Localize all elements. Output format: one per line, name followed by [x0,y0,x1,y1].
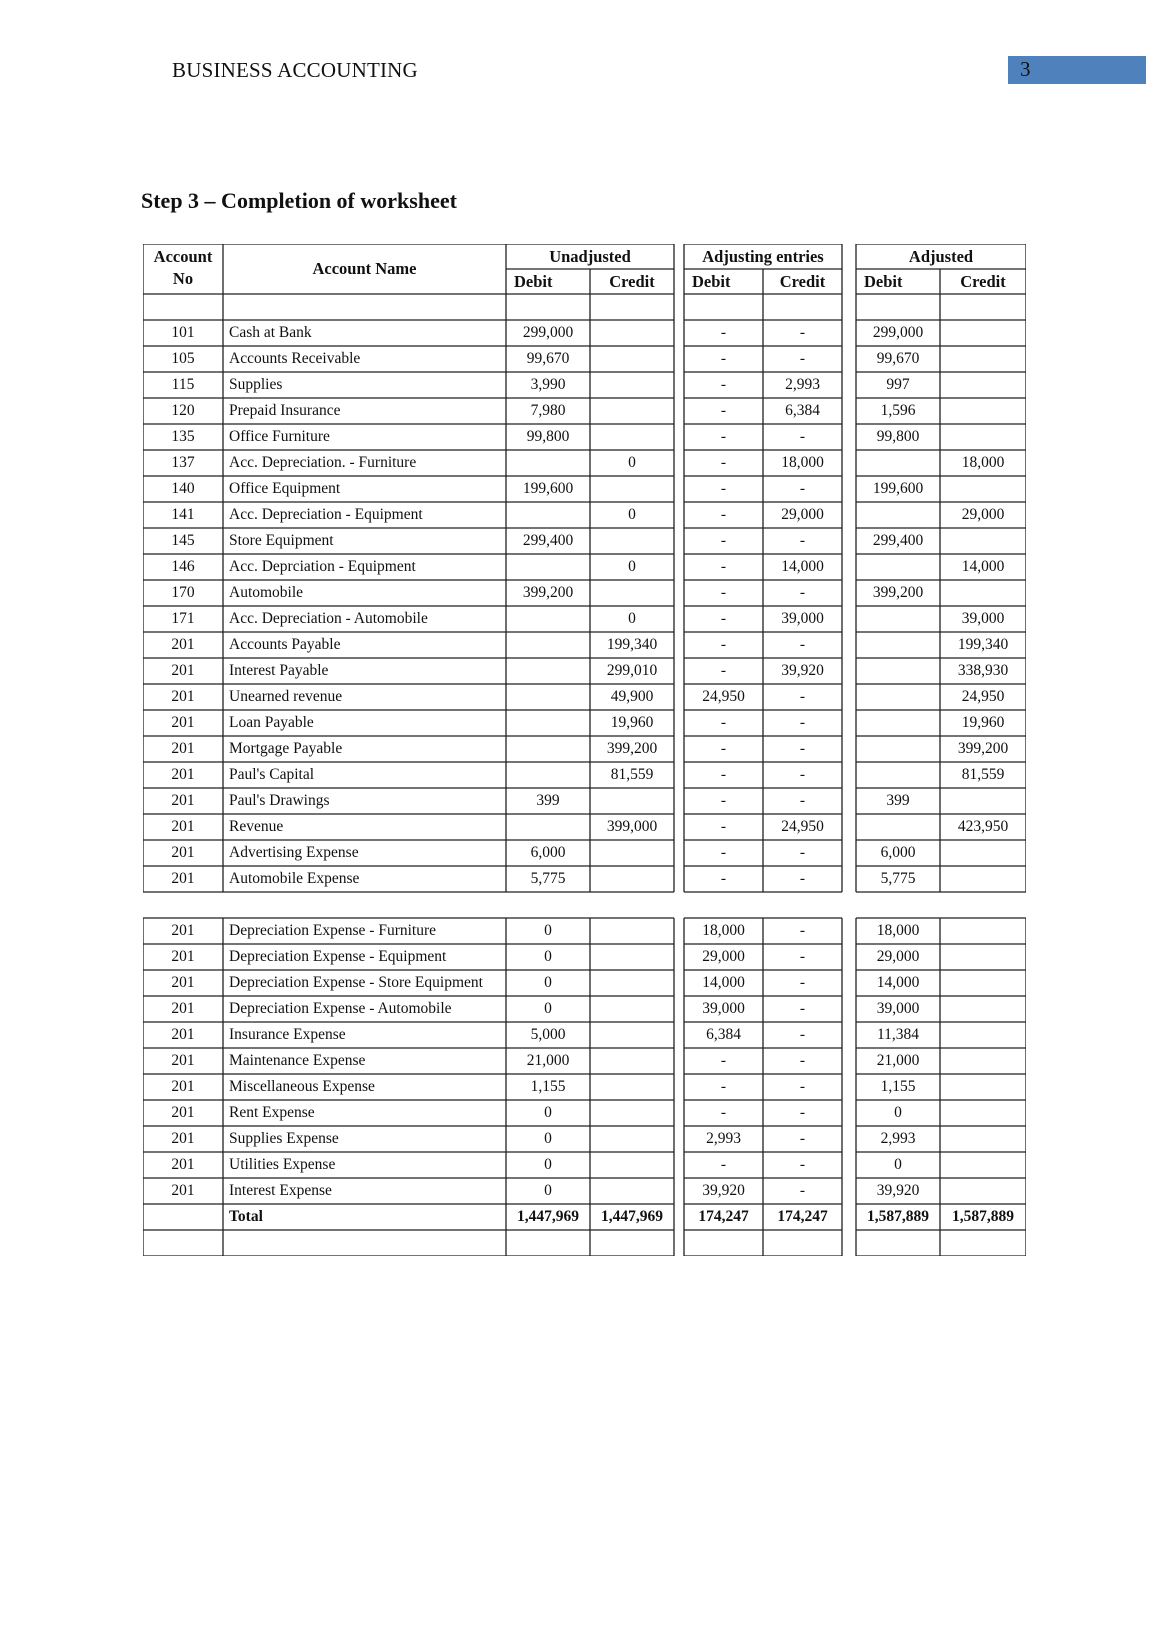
section2-row-6-adjusted-credit [940,1048,1026,1074]
section1-row-12-account-name: Acc. Depreciation - Automobile [229,610,428,627]
section1-row-14-adjusting-debit: - [720,662,727,679]
header-account-no-line1: Account [153,247,213,266]
section1-row-9-account-name: Store Equipment [229,532,334,549]
section1-row-15-adjusted-debit [856,684,940,710]
section2-row-10-account-name: Utilities Expense [229,1156,336,1173]
section1-row-5-adjusting-credit: - [799,428,806,445]
section2-row-7-adjusting-debit: - [720,1078,727,1095]
section1-row-21-adjusting-debit: - [720,844,727,861]
section1-row-1-unadjusted-credit [590,320,674,346]
header-account-name: Account Name [312,259,417,278]
section2-row-4-unadjusted-debit: 0 [544,1000,552,1017]
section1-row-7-unadjusted-debit: 199,600 [522,480,574,497]
header-account-no-line2: No [172,269,194,288]
section1-row-21-adjusting-credit: - [799,844,806,861]
section1-row-17-adjusting-debit: - [720,740,727,757]
total-row-adjusted-credit: 1,587,889 [952,1208,1014,1225]
section2-row-3-account-name: Depreciation Expense - Store Equipment [229,974,483,991]
section1-row-17-unadjusted-debit [506,736,590,762]
section1-row-5-adjusting-debit: - [720,428,727,445]
section1-row-4-account-no: 120 [171,402,195,419]
section2-row-3-account-no: 201 [171,974,195,991]
section2-row-5-adjusting-credit: - [799,1026,806,1043]
section1-row-7-adjusted-credit [940,476,1026,502]
section1-row-3-unadjusted-credit [590,372,674,398]
section2-row-5-adjusting-debit: 6,384 [706,1026,741,1043]
section1-row-9-adjusted-credit [940,528,1026,554]
header-unadjusted-debit: Debit [514,272,553,291]
section1-row-6-account-name: Acc. Depreciation. - Furniture [229,454,417,471]
section2-row-2-unadjusted-credit [590,944,674,970]
section1-row-22-unadjusted-credit [590,866,674,892]
section1-row-15-unadjusted-credit: 49,900 [610,688,654,705]
section1-row-11-account-no: 170 [171,584,195,601]
section1-row-22-adjusted-debit: 5,775 [880,870,916,887]
section1-row-15-adjusting-debit: 24,950 [702,688,745,705]
section1-row-11-adjusting-credit: - [799,584,806,601]
section2-row-9-unadjusted-credit [590,1126,674,1152]
section1-row-13-adjusting-credit: - [799,636,806,653]
section1-row-22-adjusting-debit: - [720,870,727,887]
section2-row-10-adjusted-credit [940,1152,1026,1178]
section1-row-8-adjusted-credit: 29,000 [961,506,1005,523]
section1-row-19-adjusted-debit: 399 [886,792,910,809]
section2-row-6-unadjusted-debit: 21,000 [526,1052,570,1069]
section1-row-4-account-name: Prepaid Insurance [229,402,341,419]
section2-row-9-unadjusted-debit: 0 [544,1130,552,1147]
section1-row-2-account-no: 105 [171,350,195,367]
section1-row-18-adjusted-credit: 81,559 [961,766,1005,783]
section1-row-8-account-name: Acc. Depreciation - Equipment [229,506,423,523]
section1-row-21-adjusted-debit: 6,000 [880,844,916,861]
section1-row-13-unadjusted-debit [506,632,590,658]
section2-row-11-unadjusted-credit [590,1178,674,1204]
section2-row-2-adjusting-credit: - [799,948,806,965]
section1-row-21-account-no: 201 [171,844,195,861]
section1-row-2-account-name: Accounts Receivable [229,350,361,367]
section1-row-13-adjusted-debit [856,632,940,658]
section1-row-21-adjusted-credit [940,840,1026,866]
section1-row-20-unadjusted-credit: 399,000 [606,818,658,835]
section2-row-8-adjusted-credit [940,1100,1026,1126]
header-adjusting-entries: Adjusting entries [702,247,824,266]
section2-row-9-adjusted-debit: 2,993 [880,1130,916,1147]
section1-row-17-adjusting-credit: - [799,740,806,757]
section2-row-11-adjusting-credit: - [799,1182,806,1199]
section1-row-12-account-no: 171 [171,610,195,627]
section1-row-13-adjusted-credit: 199,340 [957,636,1009,653]
section2-row-2-account-name: Depreciation Expense - Equipment [229,948,447,965]
section1-row-10-adjusted-credit: 14,000 [961,558,1005,575]
section1-row-8-adjusting-debit: - [720,506,727,523]
section1-row-6-unadjusted-debit [506,450,590,476]
section1-row-4-adjusted-debit: 1,596 [880,402,916,419]
section1-row-10-adjusting-debit: - [720,558,727,575]
page-number: 3 [1020,57,1031,81]
section1-row-19-adjusted-credit [940,788,1026,814]
section1-row-4-adjusting-credit: 6,384 [785,402,820,419]
section1-row-9-unadjusted-credit [590,528,674,554]
section2-row-2-adjusted-credit [940,944,1026,970]
section2-row-11-account-name: Interest Expense [229,1182,332,1199]
section1-row-13-adjusting-debit: - [720,636,727,653]
section2-row-10-unadjusted-debit: 0 [544,1156,552,1173]
page-number-box [1008,56,1146,84]
section1-row-20-account-name: Revenue [229,818,284,835]
section1-row-9-adjusted-debit: 299,400 [872,532,924,549]
section1-row-8-adjusted-debit [856,502,940,528]
section1-row-4-unadjusted-debit: 7,980 [530,402,566,419]
section1-row-22-adjusting-credit: - [799,870,806,887]
section1-row-11-adjusted-credit [940,580,1026,606]
section1-row-9-adjusting-debit: - [720,532,727,549]
section1-row-7-adjusting-credit: - [799,480,806,497]
section2-row-4-account-no: 201 [171,1000,195,1017]
header-adjusted-credit: Credit [960,272,1006,291]
section1-row-19-account-name: Paul's Drawings [229,792,330,809]
section1-row-14-unadjusted-credit: 299,010 [606,662,658,679]
section1-row-19-account-no: 201 [171,792,195,809]
section2-row-5-adjusted-debit: 11,384 [876,1026,920,1043]
section2-row-2-adjusting-debit: 29,000 [702,948,745,965]
section1-row-12-adjusting-credit: 39,000 [781,610,824,627]
section2-row-10-adjusted-debit: 0 [894,1156,902,1173]
section1-row-15-account-no: 201 [171,688,195,705]
section2-row-9-adjusted-credit [940,1126,1026,1152]
section2-row-5-adjusted-credit [940,1022,1026,1048]
section2-row-9-account-no: 201 [171,1130,195,1147]
section1-row-7-account-name: Office Equipment [229,480,341,497]
section1-row-11-account-name: Automobile [229,584,304,601]
section1-row-5-adjusted-debit: 99,800 [876,428,920,445]
section2-row-4-account-name: Depreciation Expense - Automobile [229,1000,452,1017]
section1-row-20-adjusting-credit: 24,950 [781,818,824,835]
section1-row-18-adjusting-credit: - [799,766,806,783]
section2-row-1-unadjusted-credit [590,918,674,944]
section1-row-5-unadjusted-debit: 99,800 [526,428,570,445]
section1-row-3-adjusted-credit [940,372,1026,398]
section2-row-1-adjusting-debit: 18,000 [702,922,745,939]
header-adjusting-debit: Debit [692,272,731,291]
section1-row-22-account-no: 201 [171,870,195,887]
section1-row-10-unadjusted-credit: 0 [628,558,636,575]
section2-row-3-adjusting-credit: - [799,974,806,991]
section1-row-5-account-name: Office Furniture [229,428,330,445]
section2-row-9-adjusting-credit: - [799,1130,806,1147]
section1-row-19-adjusting-credit: - [799,792,806,809]
section1-row-12-unadjusted-credit: 0 [628,610,636,627]
section1-row-20-adjusted-credit: 423,950 [957,818,1009,835]
section2-row-7-adjusted-debit: 1,155 [880,1078,916,1095]
section1-row-11-adjusted-debit: 399,200 [872,584,924,601]
section1-row-18-account-name: Paul's Capital [229,766,315,783]
section2-row-5-account-name: Insurance Expense [229,1026,346,1043]
section1-row-19-unadjusted-credit [590,788,674,814]
section1-row-3-unadjusted-debit: 3,990 [530,376,566,393]
section2-row-7-adjusting-credit: - [799,1078,806,1095]
section2-row-8-adjusting-credit: - [799,1104,806,1121]
section1-row-15-account-name: Unearned revenue [229,688,343,705]
section1-row-15-adjusted-credit: 24,950 [961,688,1005,705]
section2-row-1-account-no: 201 [171,922,195,939]
section2-row-6-adjusting-debit: - [720,1052,727,1069]
section1-row-5-unadjusted-credit [590,424,674,450]
section1-row-16-unadjusted-credit: 19,960 [610,714,654,731]
section1-row-22-unadjusted-debit: 5,775 [530,870,566,887]
section2-row-4-unadjusted-credit [590,996,674,1022]
section1-row-14-account-name: Interest Payable [229,662,329,679]
total-row-adjusted-debit: 1,587,889 [867,1208,929,1225]
section2-row-10-unadjusted-credit [590,1152,674,1178]
section2-row-3-adjusted-debit: 14,000 [876,974,920,991]
section2-row-9-account-name: Supplies Expense [229,1130,339,1147]
section2-row-6-account-name: Maintenance Expense [229,1052,366,1069]
header-adjusted: Adjusted [908,247,974,266]
section1-row-16-adjusting-credit: - [799,714,806,731]
section1-row-3-account-no: 115 [171,376,195,393]
total-row-unadjusted-debit: 1,447,969 [517,1208,579,1225]
running-header: BUSINESS ACCOUNTING [172,58,418,82]
section1-row-14-adjusting-credit: 39,920 [781,662,824,679]
section1-row-17-account-name: Mortgage Payable [229,740,343,757]
section1-row-20-unadjusted-debit [506,814,590,840]
section1-row-11-adjusting-debit: - [720,584,727,601]
section1-row-13-account-no: 201 [171,636,195,653]
section1-row-7-unadjusted-credit [590,476,674,502]
section1-row-1-adjusting-credit: - [799,324,806,341]
section2-row-11-adjusted-debit: 39,920 [876,1182,920,1199]
section1-row-10-adjusting-credit: 14,000 [781,558,824,575]
section1-row-1-adjusting-debit: - [720,324,727,341]
total-row-adjusting-debit: 174,247 [698,1208,749,1225]
section2-row-2-unadjusted-debit: 0 [544,948,552,965]
section2-row-1-adjusted-debit: 18,000 [876,922,920,939]
section2-row-1-adjusting-credit: - [799,922,806,939]
section1-row-12-adjusting-debit: - [720,610,727,627]
header-unadjusted-credit: Credit [609,272,655,291]
section1-row-17-adjusted-debit [856,736,940,762]
section2-row-8-adjusted-debit: 0 [894,1104,902,1121]
section2-row-6-account-no: 201 [171,1052,195,1069]
section2-row-7-unadjusted-debit: 1,155 [530,1078,566,1095]
section1-row-15-unadjusted-debit [506,684,590,710]
worksheet-table [143,244,1026,1256]
section2-row-8-account-name: Rent Expense [229,1104,315,1121]
section1-row-20-adjusting-debit: - [720,818,727,835]
section1-row-8-unadjusted-debit [506,502,590,528]
section2-row-3-adjusted-credit [940,970,1026,996]
section1-row-12-unadjusted-debit [506,606,590,632]
section1-row-16-unadjusted-debit [506,710,590,736]
section2-row-4-adjusting-credit: - [799,1000,806,1017]
section2-row-2-adjusted-debit: 29,000 [876,948,920,965]
section1-row-16-adjusted-credit: 19,960 [961,714,1005,731]
section1-row-18-adjusted-debit [856,762,940,788]
section1-row-20-adjusted-debit [856,814,940,840]
section2-row-10-account-no: 201 [171,1156,195,1173]
section1-row-10-account-no: 146 [171,558,195,575]
section2-row-11-account-no: 201 [171,1182,195,1199]
header-adjusted-debit: Debit [864,272,903,291]
section2-row-10-adjusting-debit: - [720,1156,727,1173]
section2-row-11-adjusted-credit [940,1178,1026,1204]
section1-row-9-adjusting-credit: - [799,532,806,549]
section2-row-6-adjusted-debit: 21,000 [876,1052,920,1069]
total-row-adjusting-credit: 174,247 [777,1208,828,1225]
section1-row-1-account-name: Cash at Bank [229,324,312,341]
section2-row-7-adjusted-credit [940,1074,1026,1100]
section1-row-11-unadjusted-credit [590,580,674,606]
section1-row-2-adjusting-debit: - [720,350,727,367]
section1-row-10-account-name: Acc. Deprciation - Equipment [229,558,416,575]
section1-row-1-account-no: 101 [171,324,195,341]
header-unadjusted: Unadjusted [549,247,631,266]
section1-row-6-adjusting-credit: 18,000 [781,454,824,471]
section1-row-14-adjusted-debit [856,658,940,684]
section2-row-11-unadjusted-debit: 0 [544,1182,552,1199]
section1-row-16-account-no: 201 [171,714,195,731]
section2-row-7-unadjusted-credit [590,1074,674,1100]
total-row-unadjusted-credit: 1,447,969 [601,1208,663,1225]
section1-row-6-unadjusted-credit: 0 [628,454,636,471]
section1-row-10-unadjusted-debit [506,554,590,580]
section1-row-20-account-no: 201 [171,818,195,835]
section2-row-3-unadjusted-debit: 0 [544,974,552,991]
section1-row-5-account-no: 135 [171,428,195,445]
section1-row-3-account-name: Supplies [229,376,283,393]
section1-row-16-adjusted-debit [856,710,940,736]
section2-row-2-account-no: 201 [171,948,195,965]
section1-row-19-unadjusted-debit: 399 [536,792,560,809]
section1-row-2-adjusting-credit: - [799,350,806,367]
section1-row-3-adjusting-credit: 2,993 [785,376,820,393]
section2-row-4-adjusting-debit: 39,000 [702,1000,745,1017]
section1-row-12-adjusted-debit [856,606,940,632]
section1-row-2-adjusted-debit: 99,670 [876,350,920,367]
section1-row-14-unadjusted-debit [506,658,590,684]
section1-row-2-unadjusted-credit [590,346,674,372]
section1-row-10-adjusted-debit [856,554,940,580]
section1-row-7-adjusted-debit: 199,600 [872,480,924,497]
section1-row-21-unadjusted-debit: 6,000 [530,844,566,861]
section1-row-3-adjusting-debit: - [720,376,727,393]
section1-row-4-adjusted-credit [940,398,1026,424]
section1-row-1-adjusted-credit [940,320,1026,346]
section2-row-5-account-no: 201 [171,1026,195,1043]
section1-row-22-account-name: Automobile Expense [229,870,360,887]
section1-row-14-adjusted-credit: 338,930 [957,662,1009,679]
section1-row-4-unadjusted-credit [590,398,674,424]
section1-row-16-account-name: Loan Payable [229,714,314,731]
section2-row-1-unadjusted-debit: 0 [544,922,552,939]
section2-row-7-account-no: 201 [171,1078,195,1095]
section2-row-10-adjusting-credit: - [799,1156,806,1173]
section2-row-5-unadjusted-credit [590,1022,674,1048]
section1-row-9-unadjusted-debit: 299,400 [522,532,574,549]
section2-row-4-adjusted-credit [940,996,1026,1022]
section1-row-3-adjusted-debit: 997 [886,376,910,393]
section1-row-15-adjusting-credit: - [799,688,806,705]
section1-row-18-adjusting-debit: - [720,766,727,783]
section1-row-19-adjusting-debit: - [720,792,727,809]
section1-row-18-unadjusted-debit [506,762,590,788]
total-row-account-no [143,1204,223,1230]
section2-row-6-unadjusted-credit [590,1048,674,1074]
section2-row-8-adjusting-debit: - [720,1104,727,1121]
section1-row-18-account-no: 201 [171,766,195,783]
section2-row-4-adjusted-debit: 39,000 [876,1000,920,1017]
section-heading: Step 3 – Completion of worksheet [141,188,457,213]
section2-row-11-adjusting-debit: 39,920 [702,1182,745,1199]
section2-row-8-unadjusted-credit [590,1100,674,1126]
section1-row-22-adjusted-credit [940,866,1026,892]
section1-row-16-adjusting-debit: - [720,714,727,731]
section1-row-4-adjusting-debit: - [720,402,727,419]
section1-row-18-unadjusted-credit: 81,559 [610,766,654,783]
section1-row-1-adjusted-debit: 299,000 [872,324,924,341]
section2-row-1-account-name: Depreciation Expense - Furniture [229,922,437,939]
section2-row-3-adjusting-debit: 14,000 [702,974,745,991]
section2-row-5-unadjusted-debit: 5,000 [530,1026,566,1043]
section1-row-2-unadjusted-debit: 99,670 [526,350,570,367]
section2-row-6-adjusting-credit: - [799,1052,806,1069]
section2-row-8-unadjusted-debit: 0 [544,1104,552,1121]
section1-row-6-adjusted-credit: 18,000 [961,454,1005,471]
section1-row-6-adjusted-debit [856,450,940,476]
section1-row-17-adjusted-credit: 399,200 [957,740,1009,757]
section1-row-9-account-no: 145 [171,532,195,549]
section1-row-6-account-no: 137 [171,454,195,471]
section1-row-21-account-name: Advertising Expense [229,844,359,861]
section1-row-8-adjusting-credit: 29,000 [781,506,824,523]
section1-row-17-unadjusted-credit: 399,200 [606,740,658,757]
section1-row-8-account-no: 141 [171,506,195,523]
section2-row-3-unadjusted-credit [590,970,674,996]
section2-row-7-account-name: Miscellaneous Expense [229,1078,375,1095]
section1-row-2-adjusted-credit [940,346,1026,372]
section2-row-8-account-no: 201 [171,1104,195,1121]
section1-row-12-adjusted-credit: 39,000 [961,610,1005,627]
section2-row-9-adjusting-debit: 2,993 [706,1130,741,1147]
section1-row-7-account-no: 140 [171,480,195,497]
section1-row-1-unadjusted-debit: 299,000 [522,324,574,341]
section1-row-7-adjusting-debit: - [720,480,727,497]
section1-row-8-unadjusted-credit: 0 [628,506,636,523]
section1-row-13-unadjusted-credit: 199,340 [606,636,658,653]
section1-row-11-unadjusted-debit: 399,200 [522,584,574,601]
section2-row-1-adjusted-credit [940,918,1026,944]
section1-row-17-account-no: 201 [171,740,195,757]
section1-row-14-account-no: 201 [171,662,195,679]
total-row-account-name: Total [229,1208,263,1225]
header-adjusting-credit: Credit [779,272,826,291]
section1-row-21-unadjusted-credit [590,840,674,866]
section1-row-13-account-name: Accounts Payable [229,636,341,653]
section1-row-5-adjusted-credit [940,424,1026,450]
section1-row-6-adjusting-debit: - [720,454,727,471]
